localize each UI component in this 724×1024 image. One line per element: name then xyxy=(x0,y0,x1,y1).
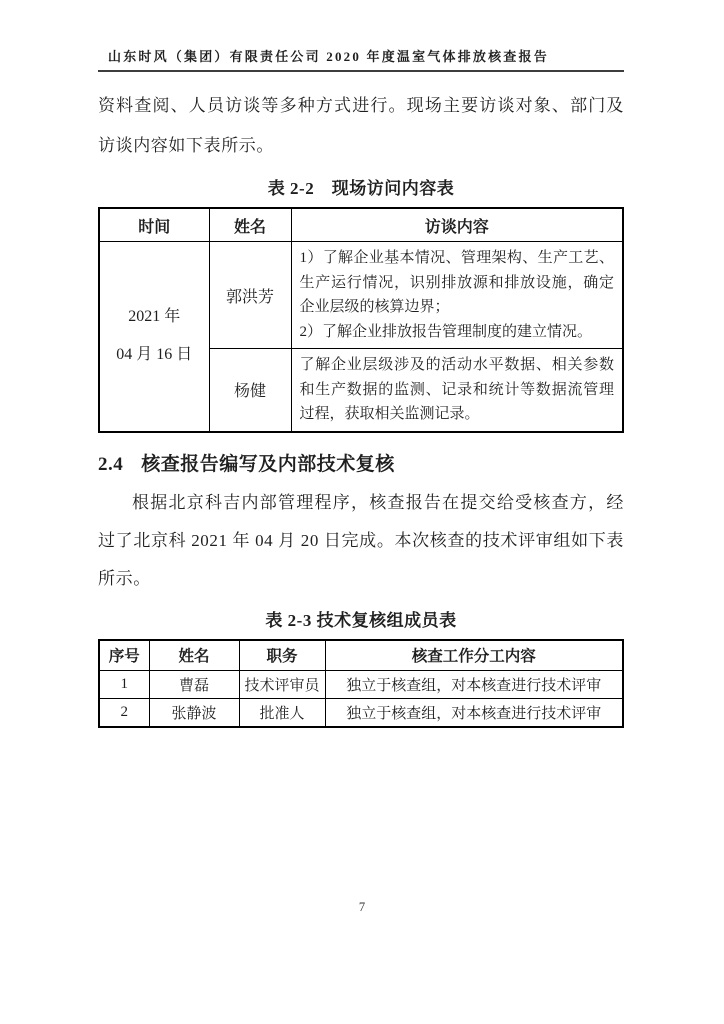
intro-paragraph: 资料查阅、人员访谈等多种方式进行。现场主要访谈对象、部门及访谈内容如下表所示。 xyxy=(98,96,624,155)
interview-date-cell xyxy=(99,242,209,432)
section-heading-2-4 xyxy=(98,449,624,476)
interview-date-line2: 04 月 16 日 xyxy=(116,346,193,364)
column-header-name: 姓名 xyxy=(149,640,239,671)
member-name: 张静波 xyxy=(149,698,239,727)
interview-date-line1: 2021 年 xyxy=(128,308,181,326)
interview-table-header-row xyxy=(99,208,623,242)
interview-content-item: 2）了解企业排放报告管理制度的建立情况。 xyxy=(299,323,593,340)
member-name: 曹磊 xyxy=(149,670,239,698)
member-duty: 独立于核查组，对本核查进行技术评审 xyxy=(325,670,623,698)
member-role: 批准人 xyxy=(239,698,325,727)
column-header-duty: 核查工作分工内容 xyxy=(325,640,623,671)
interview-content-item: 1）了解企业基本情况、管理架构、生产工艺、生产运行情况，识别排放源和排放设施，确定企业层级的核算边界； xyxy=(299,250,614,315)
section-title: 核查报告编写及内部技术复核 xyxy=(141,453,395,475)
section-number: 2.4 xyxy=(98,453,124,475)
member-role: 技术评审员 xyxy=(239,670,325,698)
table-row xyxy=(99,670,623,698)
column-header-time: 时间 xyxy=(99,208,209,242)
review-table-header-row xyxy=(99,640,623,671)
interviewee-name: 杨健 xyxy=(209,349,291,432)
member-index: 1 xyxy=(99,670,149,698)
table-row xyxy=(99,242,623,349)
running-header-title: 山东时风（集团）有限责任公司 2020 年度温室气体排放核查报告 xyxy=(108,49,549,64)
interviewee-name: 郭洪芳 xyxy=(209,242,291,349)
review-team-table xyxy=(98,639,624,728)
page-number: 7 xyxy=(358,900,366,914)
member-index: 2 xyxy=(99,698,149,727)
interview-content-item: 了解企业层级涉及的活动水平数据、相关参数和生产数据的监测、记录和统计等数据流管理过程，获取相关监测记录。 xyxy=(299,357,614,422)
column-header-role: 职务 xyxy=(239,640,325,671)
column-header-index: 序号 xyxy=(99,640,149,671)
section-2-4-paragraph: 根据北京科吉内部管理程序，核查报告在提交给受核查方，经过了北京科 2021 年 04 月 20 日完成。本次核查的技术评审组如下表所示。 xyxy=(98,492,624,588)
interview-content-cell xyxy=(291,349,623,432)
column-header-name: 姓名 xyxy=(209,208,291,242)
column-header-content: 访谈内容 xyxy=(291,208,623,242)
member-duty: 独立于核查组，对本核查进行技术评审 xyxy=(325,698,623,727)
table-2-3-caption: 表 2-3 技术复核组成员表 xyxy=(265,610,457,630)
running-header xyxy=(98,46,624,72)
interview-content-cell xyxy=(291,242,623,349)
table-2-2-caption: 表 2-2 现场访问内容表 xyxy=(267,179,455,198)
interview-table xyxy=(98,207,624,433)
table-row xyxy=(99,698,623,727)
